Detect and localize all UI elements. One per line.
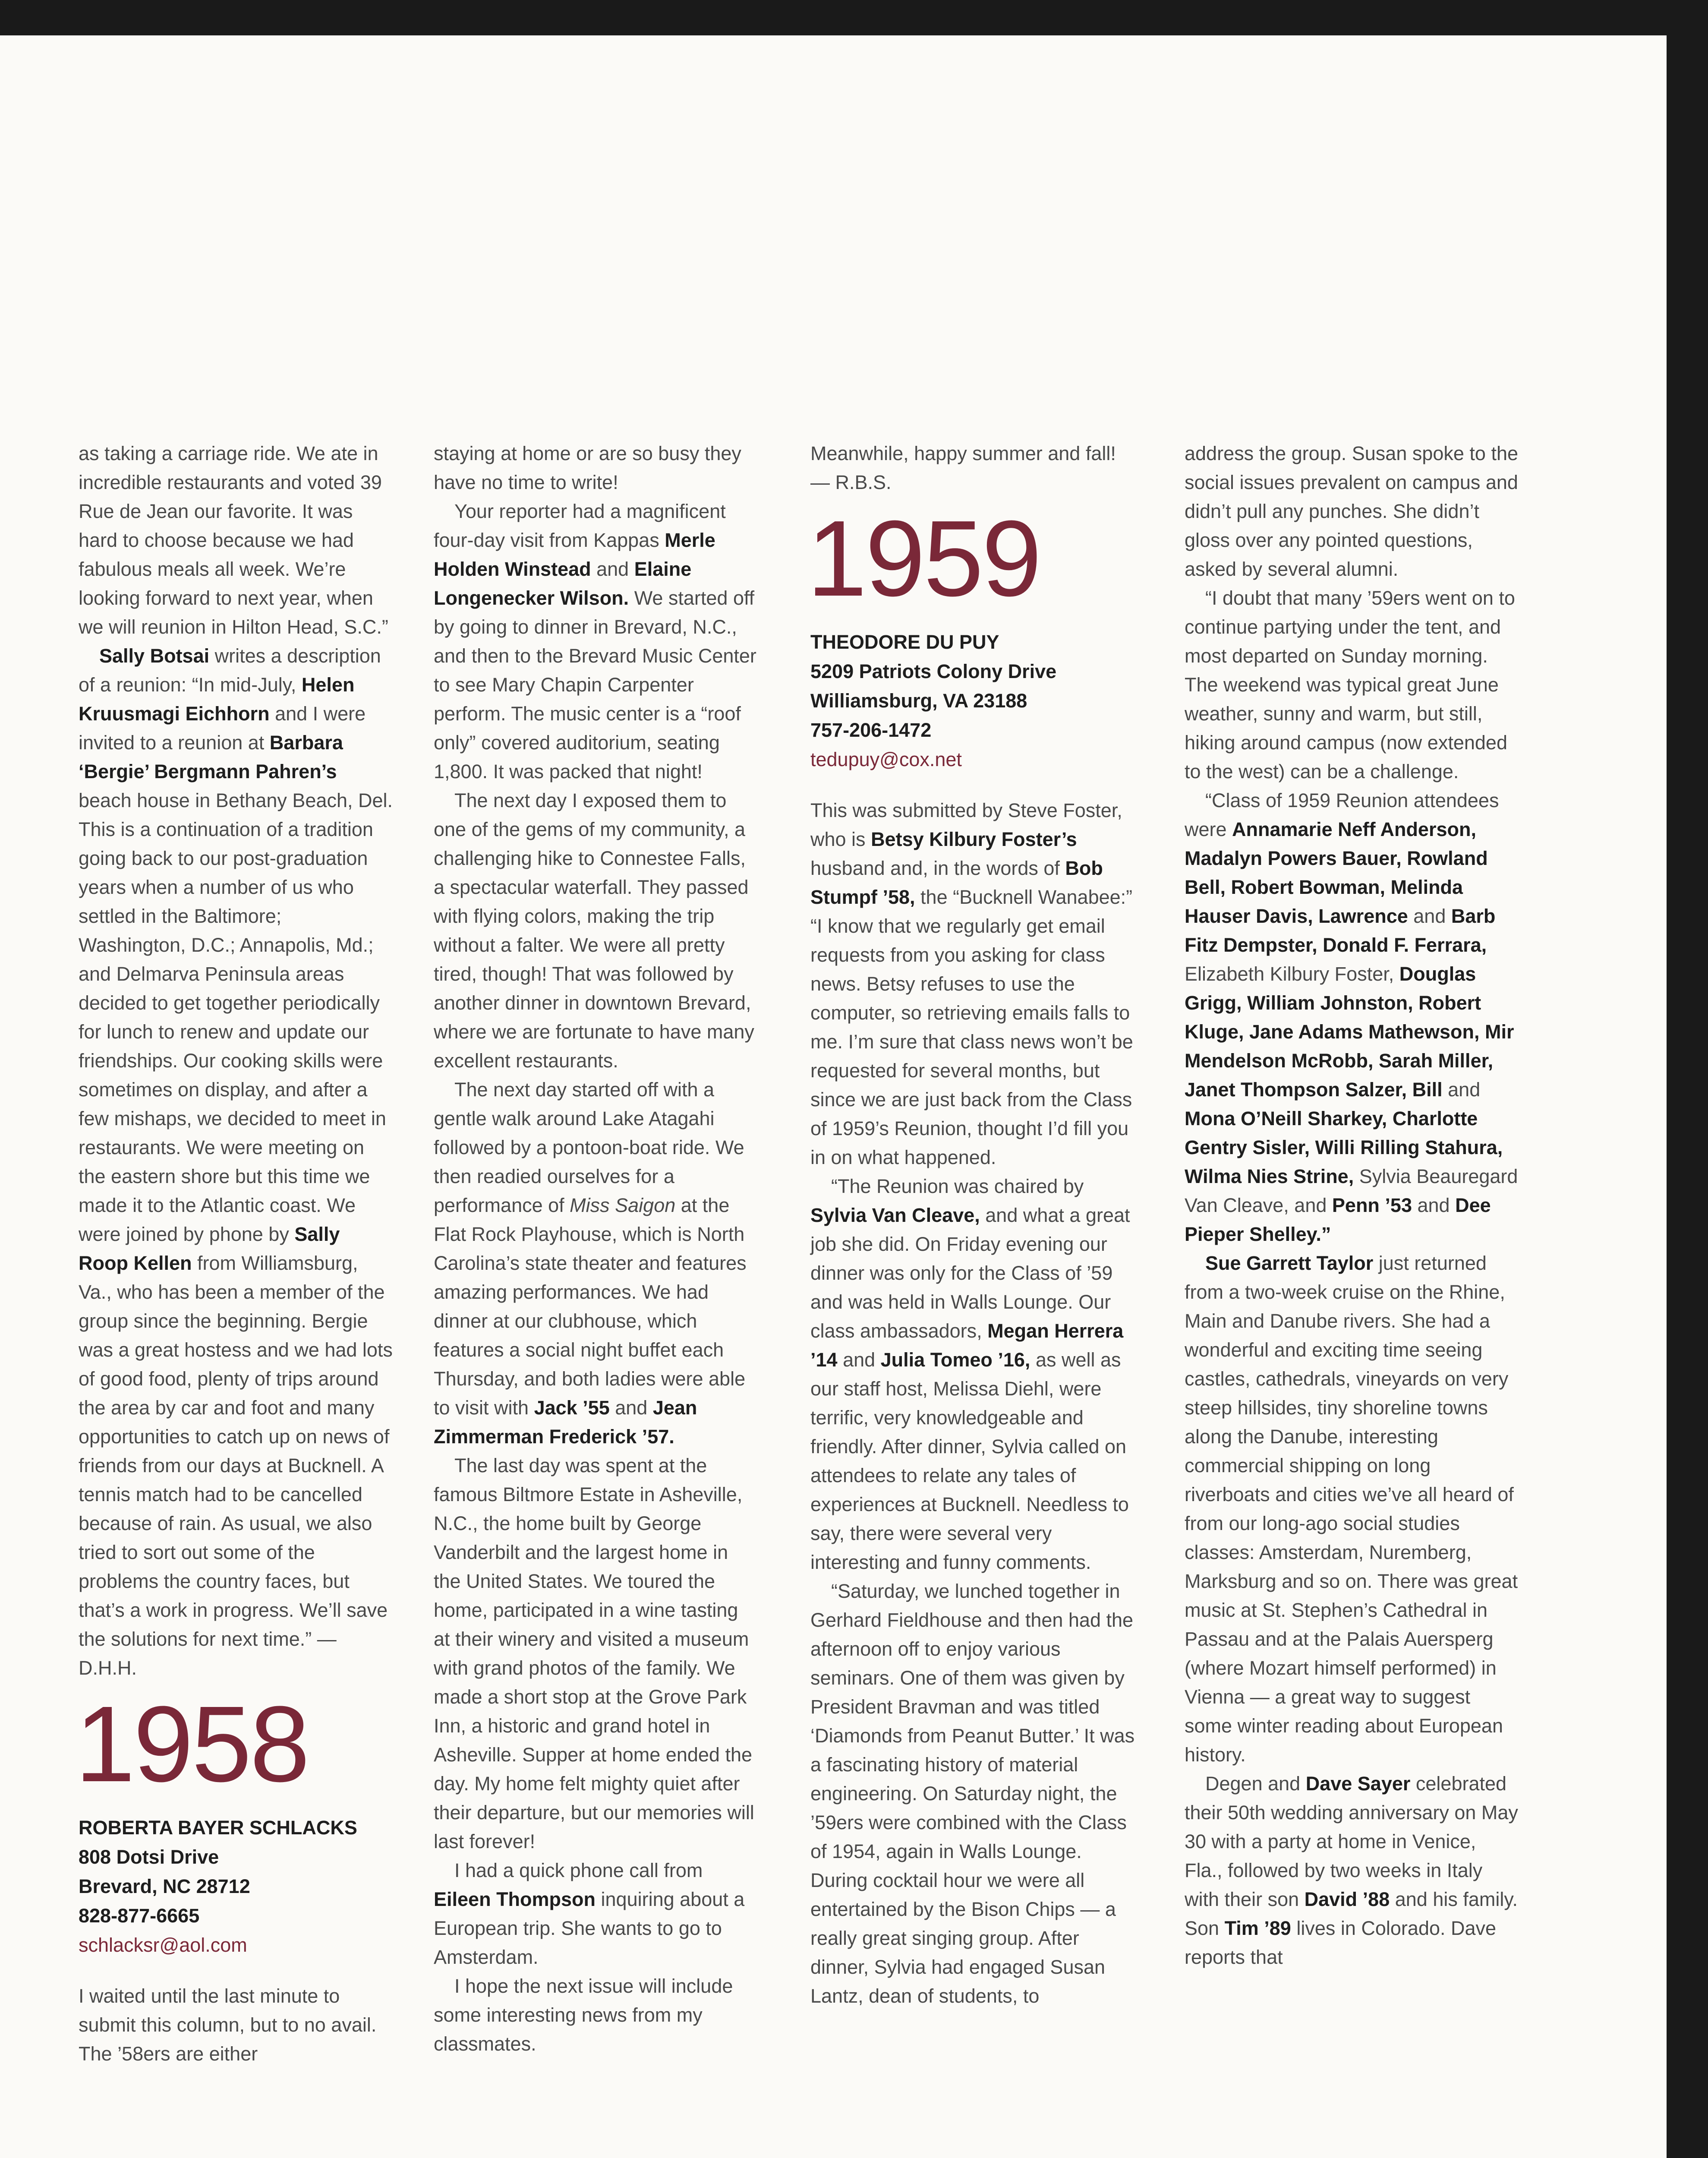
email-link[interactable]: schlacksr@aol.com — [79, 1934, 247, 1956]
person-name: Dave Sayer — [1305, 1773, 1411, 1795]
person-name: Penn ’53 — [1332, 1194, 1412, 1216]
person-name: Elaine Longenecker Wilson. — [434, 558, 692, 609]
person-name: Julia Tomeo ’16, — [880, 1349, 1030, 1371]
paragraph: “I doubt that many ’59ers went on to continue partying under the tent, and most departed on Sunday morning. The weekend was typical great June weather, sunny and warm, but still, hiking around campus (now extended to the west) can be a challenge. — [1185, 587, 1515, 782]
class-secretary-contact — [810, 628, 1138, 774]
class-year-heading: 1958 — [75, 1684, 309, 1804]
address-line: Williamsburg, VA 23188 — [810, 690, 1027, 712]
address-line: 808 Dotsi Drive — [79, 1846, 219, 1868]
paragraph: “Class of 1959 Reunion attendees were Annamarie Neff Anderson, Madalyn Powers Bauer, Rowland Bell, Robert Bowman, Melinda Hauser Davis, Lawrence and Barb Fitz Dempster, Donald F. Ferrara, Elizabeth Kilbury Foster, Douglas Grigg, William Johnston, Robert Kluge, Jane Adams Mathewson, Mir Mendelson McRobb, Sarah Miller, Janet Thompson Salzer, Bill and Mona O’Neill Sharkey, Charlotte Gentry Sisler, Willi Rilling Stahura, Wilma Nies Strine, Sylvia Beauregard Van Cleave, and Penn ’53 and Dee Pieper Shelley.” — [1185, 789, 1518, 1245]
magazine-page — [0, 35, 1667, 2158]
person-name: Tim ’89 — [1224, 1917, 1291, 1939]
person-name: Annamarie Neff Anderson, Madalyn Powers Bauer, Rowland Bell, Robert Bowman, Melinda Hauser Davis, Lawrence — [1185, 818, 1488, 927]
paragraph: This was submitted by Steve Foster, who is Betsy Kilbury Foster’s husband and, in the words of Bob Stumpf ’58, the “Bucknell Wanabee:” “I know that we regularly get email requests from you asking for class news. Betsy refuses to use the computer, so retrieving emails falls to me. I’m sure that class news won’t be requested for several months, but since we are just back from the Class of 1959’s Reunion, thought I’d fill you in on what happened. — [810, 799, 1133, 1168]
person-name: Barbara ‘Bergie’ Bergmann Pahren’s — [79, 732, 343, 782]
phone-number: 828-877-6665 — [79, 1905, 200, 1927]
paragraph: Meanwhile, happy summer and fall! — R.B.S. — [810, 442, 1116, 493]
email-link[interactable]: tedupuy@cox.net — [810, 748, 962, 770]
phone-number: 757-206-1472 — [810, 719, 932, 741]
paragraph: “The Reunion was chaired by Sylvia Van Cleave, and what a great job she did. On Friday evening our dinner was only for the Class of ’59 and was held in Walls Lounge. Our class ambassadors, Megan Herrera ’14 and Julia Tomeo ’16, as well as our staff host, Melissa Diehl, were terrific, very knowledgeable and friendly. After dinner, Sylvia called on attendees to relate any tales of experiences at Bucknell. Needless to say, there were several very interesting and funny comments. — [810, 1175, 1130, 1573]
person-name: Sylvia Van Cleave, — [810, 1204, 980, 1226]
paragraph: I hope the next issue will include some interesting news from my classmates. — [434, 1975, 733, 2055]
paragraph: I had a quick phone call from Eileen Thompson inquiring about a European trip. She wants to go to Amsterdam. — [434, 1859, 745, 1968]
person-name: Douglas Grigg, William Johnston, Robert Kluge, Jane Adams Mathewson, Mir Mendelson McRobb, Sarah Miller, Janet Thompson Salzer, Bill — [1185, 963, 1514, 1101]
address-line: Brevard, NC 28712 — [79, 1875, 250, 1897]
paragraph: The next day I exposed them to one of the gems of my community, a challenging hike to Connestee Falls, a spectacular waterfall. They passed with flying colors, making the trip without a falter. We were all pretty tired, though! That was followed by another dinner in downtown Brevard, where we are fortunate to have many excellent restaurants. — [434, 789, 754, 1072]
person-name: Sally Botsai — [99, 645, 210, 667]
paragraph: Your reporter had a magnificent four-day visit from Kappas Merle Holden Winstead and Elaine Longenecker Wilson. We started off by going to dinner in Brevard, N.C., and then to the Brevard Music Center to see Mary Chapin Carpenter perform. The music center is a “roof only” covered auditorium, seating 1,800. It was packed that night! — [434, 500, 756, 782]
paragraph: Sue Garrett Taylor just returned from a two-week cruise on the Rhine, Main and Danube rivers. She had a wonderful and exciting time seeing castles, cathedrals, vineyards on very steep hillsides, tiny shoreline towns along the Danube, interesting commercial shipping on long riverboats and cities we’ve all heard of from our long-ago social studies classes: Amsterdam, Nuremberg, Marksburg and so on. There was great music at St. Stephen’s Cathedral in Passau and at the Palais Auersperg (where Mozart himself performed) in Vienna — a great way to suggest some winter reading about European history. — [1185, 1252, 1518, 1766]
paragraph: “Saturday, we lunched together in Gerhard Fieldhouse and then had the afternoon off to enjoy various seminars. One of them was given by President Bravman and was titled ‘Diamonds from Peanut Butter.’ It was a fascinating history of material engineering. On Saturday night, the ’59ers were combined with the Class of 1954, again in Walls Lounge. During cocktail hour we were all entertained by the Bison Chips — a really great singing group. After dinner, Sylvia had engaged Susan Lantz, dean of students, to — [810, 1580, 1135, 2007]
person-name: Jack ’55 — [534, 1397, 610, 1419]
person-name: David ’88 — [1304, 1888, 1390, 1910]
address-line: 5209 Patriots Colony Drive — [810, 660, 1057, 682]
person-name: Merle Holden Winstead — [434, 529, 715, 580]
person-name: Eileen Thompson — [434, 1888, 596, 1910]
person-name: Sue Garrett Taylor — [1205, 1252, 1374, 1274]
person-name: Bob Stumpf ’58, — [810, 857, 1103, 908]
paragraph: staying at home or are so busy they have no time to write! — [434, 442, 741, 493]
column-3 — [807, 439, 1138, 2010]
person-name: Dee Pieper Shelley.” — [1185, 1194, 1491, 1245]
person-name: Jean Zimmerman Frederick ’57. — [434, 1397, 697, 1448]
paragraph: address the group. Susan spoke to the social issues prevalent on campus and didn’t pull any punches. She didn’t gloss over any pointed questions, asked by several alumni. — [1185, 442, 1519, 580]
column-2 — [434, 439, 757, 2058]
paragraph: Degen and Dave Sayer celebrated their 50th wedding anniversary on May 30 with a party at home in Venice, Fla., followed by two weeks in Italy with their son David ’88 and his family. Son Tim ’89 lives in Colorado. Dave reports that — [1185, 1773, 1518, 1968]
paragraph: I waited until the last minute to submit this column, but to no avail. The ’58ers are either — [79, 1985, 377, 2065]
paragraph: The next day started off with a gentle walk around Lake Atagahi followed by a pontoon-boat ride. We then readied ourselves for a performance of Miss Saigon at the Flat Rock Playhouse, which is North Carolina’s state theater and features amazing performances. We had dinner at our clubhouse, which features a social night buffet each Thursday, and both ladies were able to visit with Jack ’55 and Jean Zimmerman Frederick ’57. — [434, 1079, 747, 1448]
paragraph: The last day was spent at the famous Biltmore Estate in Asheville, N.C., the home built by George Vanderbilt and the largest home in the United States. We toured the home, participated in a wine tasting at their winery and visited a museum with grand photos of the family. We made a short stop at the Grove Park Inn, a historic and grand hotel in Asheville. Supper at home ended the day. My home felt mighty quiet after their departure, but our memories will last forever! — [434, 1454, 754, 1852]
secretary-name: ROBERTA BAYER SCHLACKS — [79, 1817, 357, 1839]
person-name: Megan Herrera ’14 — [810, 1320, 1124, 1371]
paragraph: Sally Botsai writes a description of a reunion: “In mid-July, Helen Kruusmagi Eichhorn and I were invited to a reunion at Barbara ‘Bergie’ Bergmann Pahren’s beach house in Bethany Beach, Del. This is a continuation of a tradition going back to our post-graduation years when a number of us who settled in the Baltimore; Washington, D.C.; Annapolis, Md.; and Delmarva Peninsula areas decided to get together periodically for lunch to renew and update our friendships. Our cooking skills were sometimes on display, and after a few mishaps, we decided to meet in restaurants. We were meeting on the eastern shore but this time we made it to the Atlantic coast. We were joined by phone by Sally Roop Kellen from Williamsburg, Va., who has been a member of the group since the beginning. Bergie was a great hostess and we had lots of good food, plenty of trips around the area by car and foot and many opportunities to catch up on news of friends from our days at Bucknell. A tennis match had to be cancelled because of rain. As usual, we also tried to sort out some of the problems the country faces, but that’s a work in progress. We’ll save the solutions for next time.” — D.H.H. — [79, 645, 393, 1679]
show-title: Miss Saigon — [570, 1194, 676, 1216]
secretary-name: THEODORE DU PUY — [810, 631, 999, 653]
class-year-heading: 1959 — [807, 498, 1040, 618]
person-name: Helen Kruusmagi Eichhorn — [79, 674, 355, 725]
person-name: Barb Fitz Dempster, Donald F. Ferrara, — [1185, 905, 1496, 956]
class-secretary-contact — [79, 1813, 394, 1960]
person-name: Betsy Kilbury Foster’s — [871, 828, 1077, 850]
person-name: Mona O’Neill Sharkey, Charlotte Gentry Sisler, Willi Rilling Stahura, Wilma Nies Strine, — [1185, 1107, 1503, 1187]
column-4 — [1185, 439, 1519, 1972]
column-1 — [75, 439, 394, 2068]
person-name: Sally Roop Kellen — [79, 1223, 340, 1274]
paragraph: as taking a carriage ride. We ate in incredible restaurants and voted 39 Rue de Jean our favorite. It was hard to choose because we had fabulous meals all week. We’re looking forward to next year, when we will reunion in Hilton Head, S.C.” — [79, 442, 388, 638]
